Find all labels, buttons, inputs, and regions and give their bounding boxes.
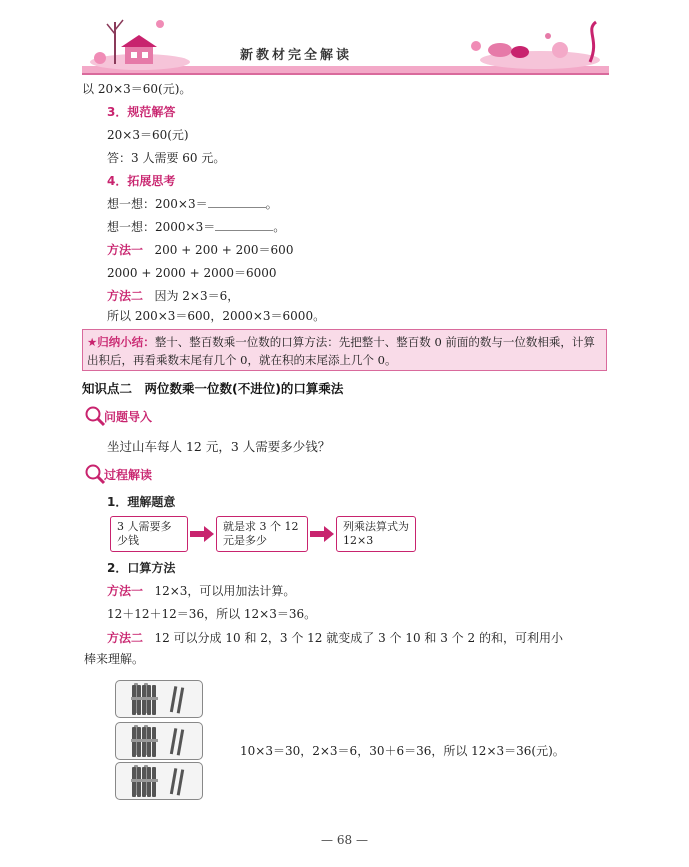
arrow-right-icon [190, 526, 214, 542]
page-header [0, 0, 689, 78]
line-method-1b: 2000 + 2000 + 2000＝6000 [107, 266, 277, 280]
sticks-illustration [116, 723, 204, 761]
flow-box-3: 列乘法算式为 12×3 [336, 516, 416, 552]
think-1-text: 想一想：200×3＝ [107, 197, 208, 211]
arrow-right-icon [310, 526, 334, 542]
s2-method-1-label: 方法一 [107, 584, 144, 598]
line-method-2b: 所以 200×3＝600，2000×3＝6000。 [107, 309, 326, 323]
sticks-equation: 10×3＝30，2×3＝6，30＋6＝36，所以 12×3＝36(元)。 [240, 744, 565, 758]
subhead-extension: 4．拓展思考 [107, 174, 176, 188]
line-think-2 [107, 219, 285, 235]
answer-blank [208, 197, 266, 208]
answer-blank [215, 220, 273, 231]
magnifier-icon [84, 405, 106, 427]
page-number: — 68 — [321, 833, 368, 847]
subhead-process: 过程解读 [104, 468, 153, 482]
period: 。 [273, 220, 286, 234]
flow-box-2: 就是求 3 个 12 元是多少 [216, 516, 308, 552]
subhead-problem-intro: 问题导入 [104, 410, 153, 424]
think-2-text: 想一想：2000×3＝ [107, 220, 216, 234]
line-s2-method-1b: 12＋12＋12＝36，所以 12×3＝36。 [107, 607, 317, 621]
summary-text [87, 333, 604, 369]
summary-body: 整十、整百数乘一位数的口算方法：先把整十、整百数 0 前面的数与一位数相乘，计算出积后，再看乘数末尾有几个 0，就在积的末尾添上几个 0。 [87, 335, 595, 367]
flow-box-1: 3 人需要多少钱 [110, 516, 188, 552]
sticks-illustration [116, 681, 204, 719]
s2-method-2-text: 12 可以分成 10 和 2，3 个 12 就变成了 3 个 10 和 3 个 2 的和，可利用小 [154, 631, 563, 645]
line-s2-method-2b: 棒来理解。 [84, 652, 145, 666]
stick-bundle-group [115, 680, 203, 718]
step-understand: 1．理解题意 [107, 495, 176, 509]
stick-bundle-group [115, 722, 203, 760]
line-s2-method-2 [107, 630, 563, 646]
line-s2-method-1 [107, 583, 295, 599]
period: 。 [265, 197, 278, 211]
line-continuation: 以 20×3＝60(元)。 [82, 82, 192, 96]
line-equation: 20×3＝60(元) [107, 128, 189, 142]
method-2-label: 方法二 [107, 289, 144, 303]
method-1-label: 方法一 [107, 243, 144, 257]
method-1-text: 200 + 200 + 200＝600 [154, 243, 294, 257]
line-think-1 [107, 196, 278, 212]
summary-box [82, 329, 607, 371]
method-2-text: 因为 2×3＝6， [154, 289, 240, 303]
magnifier-icon [84, 463, 106, 485]
line-answer: 答：3 人需要 60 元。 [107, 151, 226, 165]
stick-bundle-group [115, 762, 203, 800]
problem-text: 坐过山车每人 12 元，3 人需要多少钱？ [107, 439, 331, 454]
header-decoration [0, 0, 689, 78]
sticks-illustration [116, 763, 204, 801]
step-mental-math: 2．口算方法 [107, 561, 176, 575]
section-title: 知识点二 两位数乘一位数(不进位)的口算乘法 [82, 381, 344, 396]
line-method-1 [107, 242, 293, 258]
line-method-2 [107, 288, 239, 304]
s2-method-1-text: 12×3，可以用加法计算。 [154, 584, 296, 598]
summary-label: ★归纳小结： [87, 335, 155, 349]
subhead-standard-answer: 3．规范解答 [107, 105, 176, 119]
s2-method-2-label: 方法二 [107, 631, 144, 645]
header-title: 新教材完全解读 [240, 48, 353, 63]
